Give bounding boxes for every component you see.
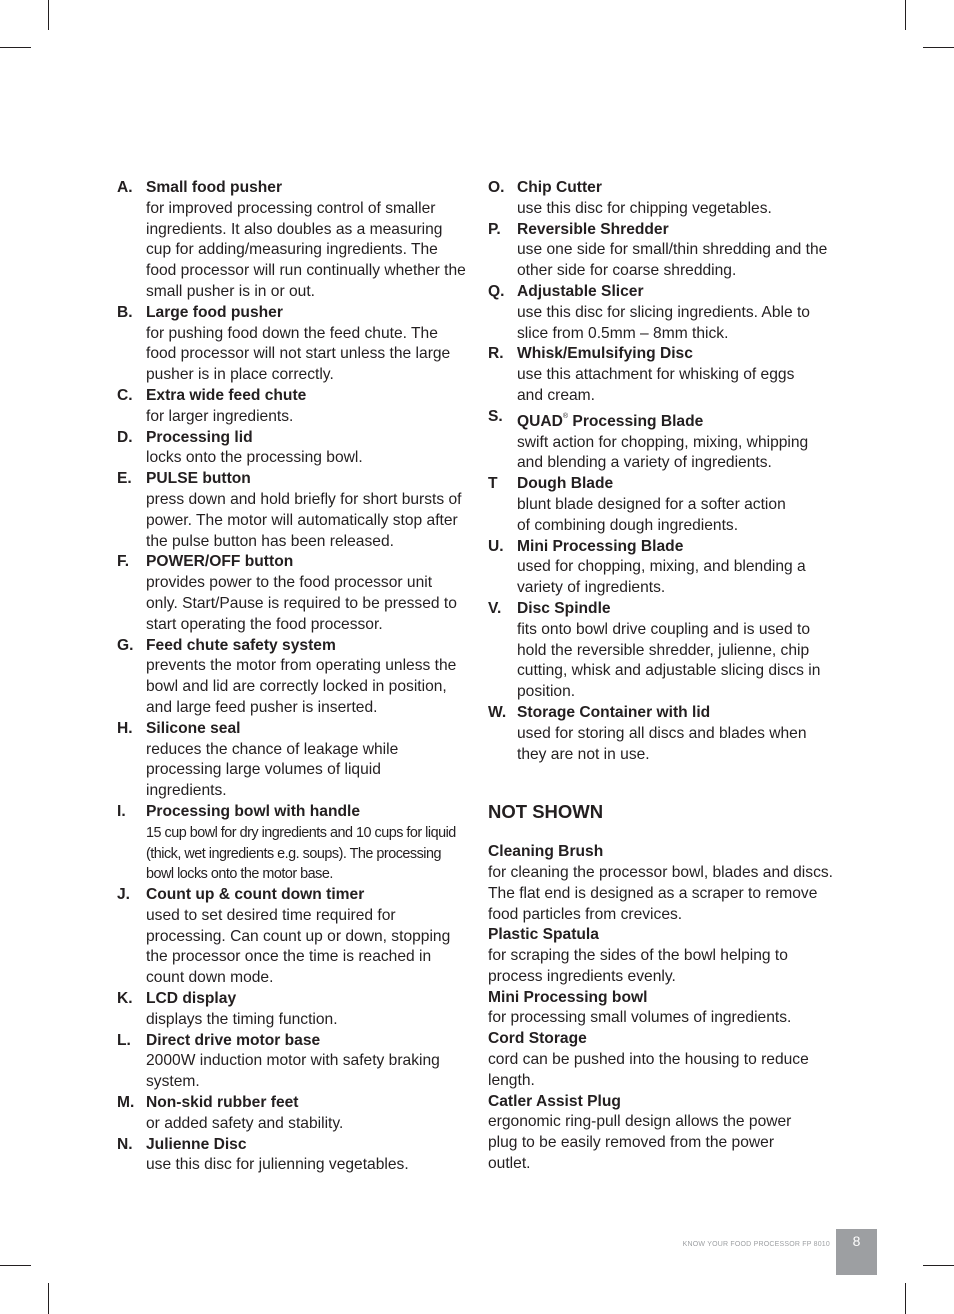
part-description: fits onto bowl drive coupling and is used to hold the reversible shredder, julienne, chip cutting, whisk and adjustable slicing discs in position. <box>517 620 821 701</box>
part-letter: E. <box>117 470 132 488</box>
part-entry-k <box>117 989 467 1031</box>
not-shown-heading: NOT SHOWN <box>488 801 604 823</box>
part-letter: L. <box>117 1031 131 1049</box>
part-entry-s <box>488 407 838 474</box>
part-letter: R. <box>488 345 504 363</box>
part-entry-l <box>117 1031 467 1093</box>
parts-list-left-column <box>117 178 467 1176</box>
not-shown-title: Cord Storage <box>488 1030 587 1048</box>
part-letter: W. <box>488 703 507 721</box>
part-title: Mini Processing Blade <box>517 537 684 555</box>
part-entry-t <box>488 474 838 536</box>
part-title: Feed chute safety system <box>146 636 336 654</box>
parts-list-right-column <box>488 178 838 1175</box>
part-letter: T <box>488 475 498 493</box>
part-entry-v <box>488 599 838 703</box>
not-shown-description: ergonomic ring-pull design allows the power plug to be easily removed from the power outlet. <box>488 1113 792 1173</box>
part-description: reduces the chance of leakage while processing large volumes of liquid ingredients. <box>146 740 399 800</box>
part-letter: G. <box>117 636 134 654</box>
part-description: for larger ingredients. <box>146 407 294 425</box>
part-letter: P. <box>488 220 501 238</box>
part-title: Whisk/Emulsifying Disc <box>517 345 693 363</box>
part-letter: Q. <box>488 282 505 300</box>
part-letter: I. <box>117 802 126 820</box>
not-shown-description: for cleaning the processor bowl, blades and discs. The flat end is designed as a scraper to remove food particles from crevices. <box>488 863 833 923</box>
part-entry-c <box>117 386 467 428</box>
part-title: Dough Blade <box>517 475 614 493</box>
part-title: Adjustable Slicer <box>517 282 644 300</box>
part-description: use one side for small/thin shredding and the other side for coarse shredding. <box>517 241 828 280</box>
not-shown-item-cleaning-brush <box>488 842 838 925</box>
part-letter: A. <box>117 179 133 196</box>
part-entry-n <box>117 1135 467 1177</box>
part-entry-b <box>117 303 467 386</box>
part-entry-j <box>117 885 467 989</box>
not-shown-description: for processing small volumes of ingredients. <box>488 1009 792 1027</box>
part-title: Non-skid rubber feet <box>146 1094 299 1112</box>
part-letter: F. <box>117 553 130 571</box>
part-entry-q <box>488 282 838 344</box>
part-entry-h <box>117 719 467 802</box>
part-description: blunt blade designed for a softer action of combining dough ingredients. <box>517 495 786 534</box>
part-letter: H. <box>117 719 133 737</box>
part-title: POWER/OFF button <box>146 553 294 571</box>
part-entry-m <box>117 1093 467 1135</box>
part-title: PULSE button <box>146 470 251 488</box>
part-title: Storage Container with lid <box>517 703 711 721</box>
part-letter: O. <box>488 179 505 196</box>
part-title: Reversible Shredder <box>517 220 669 238</box>
part-letter: J. <box>117 886 131 904</box>
part-title: Disc Spindle <box>517 599 611 617</box>
part-description: displays the timing function. <box>146 1010 338 1028</box>
part-title: Julienne Disc <box>146 1135 247 1153</box>
not-shown-item-cord-storage <box>488 1029 838 1091</box>
part-description: or added safety and stability. <box>146 1114 344 1132</box>
not-shown-item-plastic-spatula <box>488 925 838 987</box>
registered-mark: ® <box>562 412 569 420</box>
part-entry-r <box>488 344 838 406</box>
part-description: used for storing all discs and blades when they are not in use. <box>517 724 807 763</box>
part-entry-o <box>488 178 838 220</box>
part-description: press down and hold briefly for short bursts of power. The motor will automatically stop after the pulse button has been released. <box>146 490 462 550</box>
crop-mark-bottom-left-vertical <box>48 1283 49 1314</box>
part-title: Direct drive motor base <box>146 1031 321 1049</box>
part-letter: N. <box>117 1135 133 1153</box>
crop-mark-bottom-right-horizontal <box>923 1265 954 1266</box>
not-shown-title: Cleaning Brush <box>488 843 604 861</box>
part-letter: B. <box>117 303 133 321</box>
part-title: Processing bowl with handle <box>146 802 361 820</box>
not-shown-item-catler-assist-plug <box>488 1092 838 1175</box>
part-entry-g <box>117 636 467 719</box>
part-title: Silicone seal <box>146 719 241 737</box>
part-title: Count up & count down timer <box>146 886 365 904</box>
part-description: use this disc for slicing ingredients. Able to slice from 0.5mm – 8mm thick. <box>517 303 810 342</box>
part-description: used for chopping, mixing, and blending a variety of ingredients. <box>517 558 806 597</box>
crop-mark-bottom-left-horizontal <box>0 1265 31 1266</box>
part-description: use this attachment for whisking of eggs and cream. <box>517 366 795 404</box>
footer-section-label: KNOW YOUR FOOD PROCESSOR FP 8010 <box>682 1241 830 1248</box>
part-letter: D. <box>117 428 133 446</box>
part-title: Processing lid <box>146 428 253 446</box>
not-shown-title: Catler Assist Plug <box>488 1092 621 1110</box>
not-shown-title: Mini Processing bowl <box>488 988 648 1006</box>
part-entry-d <box>117 428 467 470</box>
not-shown-item-mini-processing-bowl <box>488 988 838 1030</box>
page-number-box <box>836 1229 877 1275</box>
page-number: 8 <box>852 1233 861 1249</box>
part-description: use this disc for chipping vegetables. <box>517 199 772 217</box>
part-letter: U. <box>488 537 504 555</box>
part-entry-e <box>117 469 467 552</box>
part-entry-a <box>117 178 467 303</box>
not-shown-description: cord can be pushed into the housing to reduce length. <box>488 1051 809 1089</box>
part-entry-p <box>488 220 838 282</box>
part-entry-u <box>488 537 838 599</box>
part-letter: M. <box>117 1094 135 1112</box>
part-entry-i <box>117 802 467 885</box>
part-description: used to set desired time required for processing. Can count up or down, stopping the processor once the time is reached in count down mode. <box>146 906 451 987</box>
part-description: for improved processing control of smaller ingredients. It also doubles as a measuring cup for adding/measuring ingredients. The food processor will run continually whether the small pusher is in or out. <box>146 199 466 300</box>
crop-mark-top-left-horizontal <box>0 47 31 48</box>
crop-mark-top-right-horizontal <box>923 47 954 48</box>
part-description: locks onto the processing bowl. <box>146 449 363 467</box>
not-shown-title: Plastic Spatula <box>488 926 599 944</box>
part-title: QUAD® Processing Blade <box>517 412 704 430</box>
part-description: for pushing food down the feed chute. The food processor will not start unless the large pusher is in place correctly. <box>146 324 451 384</box>
crop-mark-top-left-vertical <box>48 0 49 30</box>
part-description: use this disc for julienning vegetables. <box>146 1156 409 1174</box>
part-entry-w <box>488 703 838 765</box>
part-description: prevents the motor from operating unless the bowl and lid are correctly locked in position, and large feed pusher is inserted. <box>146 657 457 716</box>
part-description: provides power to the food processor unit only. Start/Pause is required to be pressed to start operating the food processor. <box>146 574 457 633</box>
part-description: 15 cup bowl for dry ingredients and 10 cups for liquid (thick, wet ingredients e.g. soups). The processing bowl locks onto the motor base. <box>146 824 456 883</box>
part-entry-f <box>117 552 467 635</box>
part-title: Extra wide feed chute <box>146 386 307 404</box>
part-letter: C. <box>117 386 133 404</box>
part-description: swift action for chopping, mixing, whipping and blending a variety of ingredients. <box>517 433 809 472</box>
not-shown-description: for scraping the sides of the bowl helping to process ingredients evenly. <box>488 947 788 985</box>
part-title: Large food pusher <box>146 303 283 321</box>
part-letter: V. <box>488 599 502 617</box>
part-letter: S. <box>488 407 503 425</box>
part-title: Chip Cutter <box>517 179 602 196</box>
part-description: 2000W induction motor with safety braking system. <box>146 1052 440 1091</box>
crop-mark-top-right-vertical <box>905 0 906 30</box>
crop-mark-bottom-right-vertical <box>905 1283 906 1314</box>
part-letter: K. <box>117 990 133 1008</box>
part-title: Small food pusher <box>146 179 283 196</box>
part-title: LCD display <box>146 990 237 1008</box>
